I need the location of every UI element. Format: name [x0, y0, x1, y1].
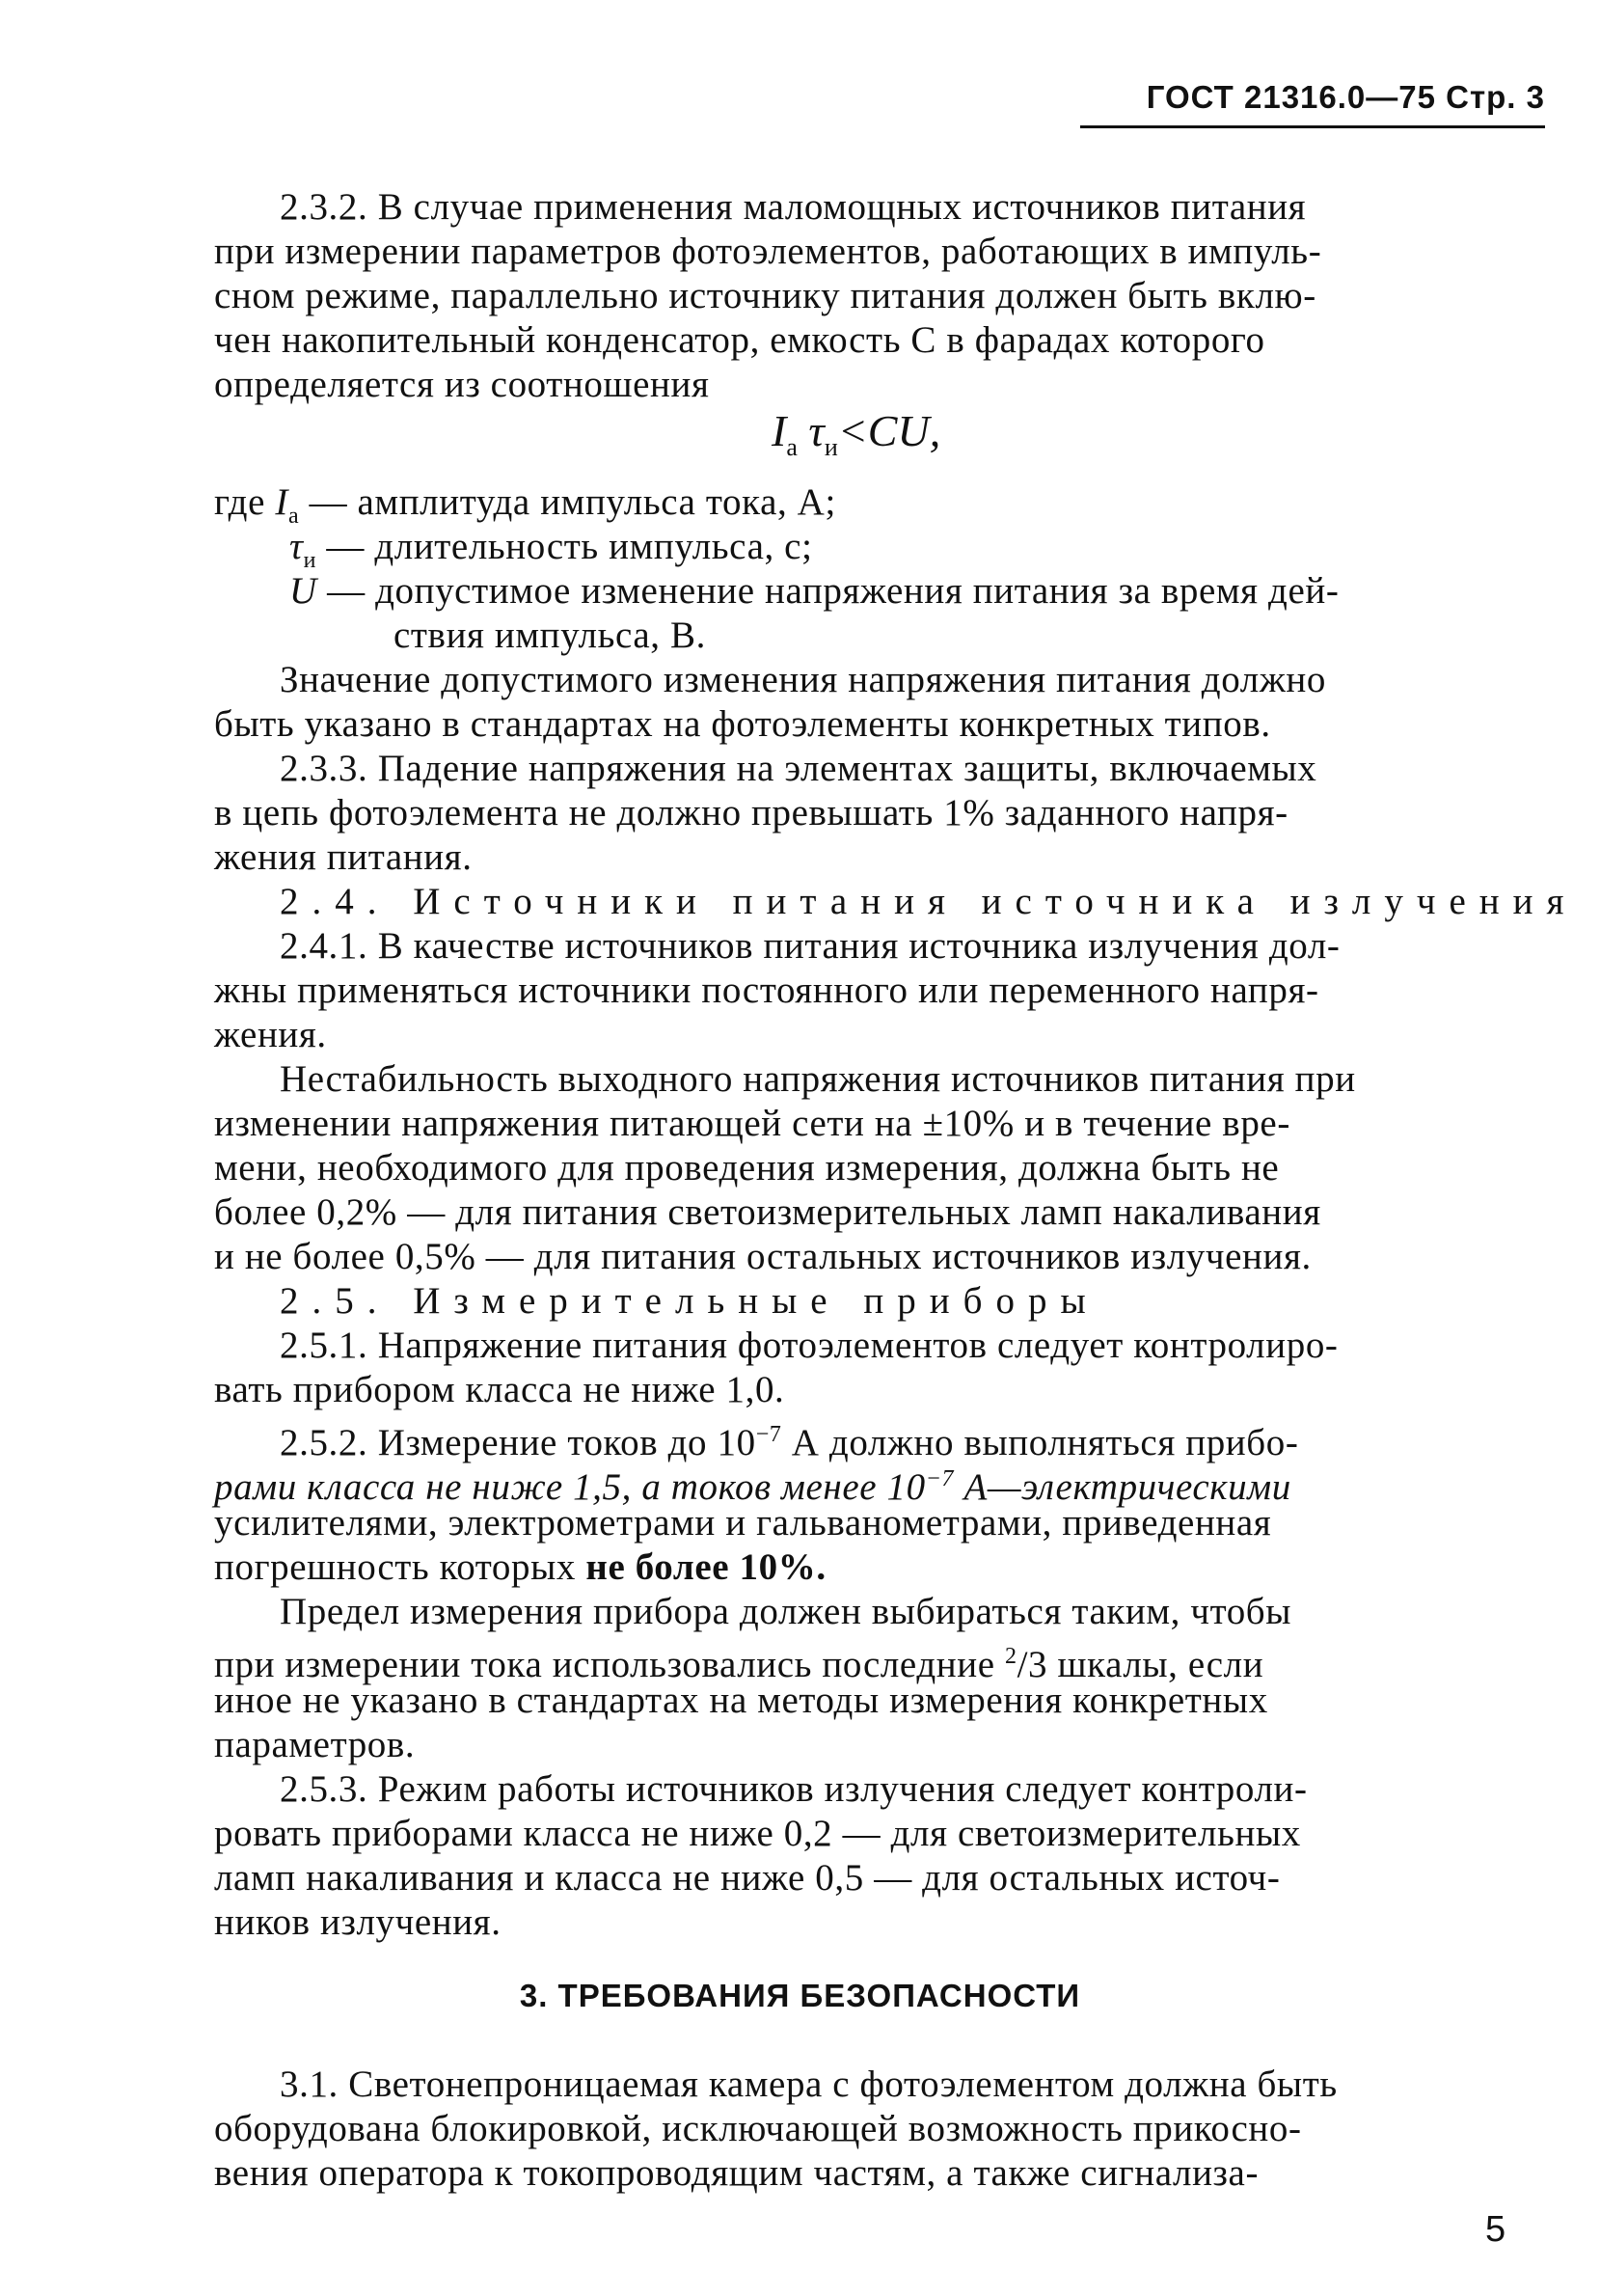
paragraph-line: усилителями, электрометрами и гальванометрами, приведенная [214, 1502, 1272, 1544]
paragraph-line: 2.5.1. Напряжение питания фотоэлементов следует контролиро- [280, 1325, 1339, 1366]
paragraph-line: Значение допустимого изменения напряжения питания должно [280, 659, 1326, 700]
paragraph-line: 2.3.2. В случае применения маломощных источников питания [280, 186, 1307, 228]
definition-text: — допустимое изменение напряжения питания за время дей- [316, 570, 1340, 612]
section-title: 3. ТРЕБОВАНИЯ БЕЗОПАСНОСТИ [519, 1978, 1081, 2013]
superscript: −7 [925, 1466, 955, 1491]
paragraph-line: определяется из соотношения [214, 364, 710, 405]
definition-var: τ [289, 526, 304, 567]
paragraph-line: 2.4.1. В качестве источников питания источника излучения дол- [280, 925, 1341, 967]
text-run: погрешность которых [214, 1546, 586, 1588]
definition-sub: а [287, 503, 300, 529]
section-heading: 2.4. Источники питания источника излучения [280, 881, 1578, 922]
paragraph-line: вения оператора к токопроводящим частям, а также сигнализа- [214, 2152, 1260, 2194]
paragraph-line: быть указано в стандартах на фотоэлементы конкретных типов. [214, 703, 1271, 745]
paragraph-line: изменении напряжения питающей сети на ±10% и в течение вре- [214, 1103, 1290, 1144]
text-run: 2.5.2. Измерение токов до 10 [280, 1422, 756, 1463]
superscript: 2 [1004, 1644, 1017, 1669]
definition-text: — амплитуда импульса тока, А; [299, 481, 836, 523]
text-run: А должно выполняться прибо- [781, 1422, 1299, 1463]
text-run-bold: не более 10%. [585, 1546, 827, 1588]
paragraph-line: чен накопительный конденсатор, емкость С в фарадах которого [214, 319, 1265, 361]
formula-sub: а [786, 433, 798, 462]
paragraph-line: вать прибором класса не ниже 1,0. [214, 1369, 785, 1410]
text-run: рами класса не ниже 1,5, а токов менее 10 [214, 1466, 926, 1508]
paragraph-line: и не более 0,5% — для питания остальных источников излучения. [214, 1236, 1312, 1277]
paragraph-line [214, 1545, 827, 1590]
formula-var: I [772, 406, 787, 455]
paragraph-line: параметров. [214, 1724, 416, 1765]
paragraph-line: 2.3.3. Падение напряжения на элементах защиты, включаемых [280, 748, 1317, 789]
paragraph-line: 3.1. Светонепроницаемая камера с фотоэлементом должна быть [280, 2064, 1338, 2105]
paragraph-line: 2.5.3. Режим работы источников излучения следует контроли- [280, 1768, 1308, 1810]
paragraph-line: жения питания. [214, 836, 473, 878]
definition-text: — длительность импульса, с; [316, 526, 813, 567]
text-run: /3 шкалы, если [1017, 1644, 1264, 1685]
paragraph-line: Нестабильность выходного напряжения источников питания при [280, 1058, 1356, 1100]
formula-rest: <CU, [837, 406, 941, 455]
definition-var: U [289, 570, 317, 612]
formula [772, 405, 940, 462]
section-heading: 2.5. Измерительные приборы [280, 1280, 1099, 1322]
formula-var: τ [808, 406, 825, 455]
page-header: ГОСТ 21316.0—75 Стр. 3 [1080, 79, 1545, 128]
text-run: при измерении тока использовались последние [214, 1644, 1005, 1685]
formula-sub: и [824, 433, 838, 462]
definition-line [289, 569, 1339, 614]
text-run: А—электрическими [954, 1466, 1291, 1508]
paragraph-line: иное не указано в стандартах на методы измерения конкретных [214, 1680, 1268, 1721]
definition-var: I [275, 481, 288, 523]
paragraph-line: ламп накаливания и класса не ниже 0,5 — для остальных источ- [214, 1857, 1281, 1899]
paragraph-line: мени, необходимого для проведения измерения, должна быть не [214, 1147, 1280, 1189]
paragraph-line: жения. [214, 1014, 327, 1055]
paragraph-line: при измерении параметров фотоэлементов, работающих в импуль- [214, 231, 1322, 272]
paragraph-line: сном режиме, параллельно источнику питания должен быть вклю- [214, 275, 1316, 316]
page-number: 5 [1485, 2209, 1506, 2250]
paragraph-line: жны применяться источники постоянного или переменного напря- [214, 970, 1319, 1011]
superscript: −7 [755, 1422, 782, 1447]
paragraph-line: ников излучения. [214, 1901, 502, 1943]
definition-line: ствия импульса, В. [393, 615, 706, 656]
definition-text: где [214, 481, 276, 523]
paragraph-line: Предел измерения прибора должен выбираться таким, чтобы [280, 1591, 1292, 1632]
paragraph-line: в цепь фотоэлемента не должно превышать 1% заданного напря- [214, 792, 1288, 834]
definition-sub: и [303, 547, 317, 573]
paragraph-line: более 0,2% — для питания светоизмерительных ламп накаливания [214, 1191, 1321, 1233]
paragraph-line: оборудована блокировкой, исключающей возможность прикосно- [214, 2108, 1302, 2149]
paragraph-line: ровать приборами класса не ниже 0,2 — для светоизмерительных [214, 1813, 1301, 1854]
